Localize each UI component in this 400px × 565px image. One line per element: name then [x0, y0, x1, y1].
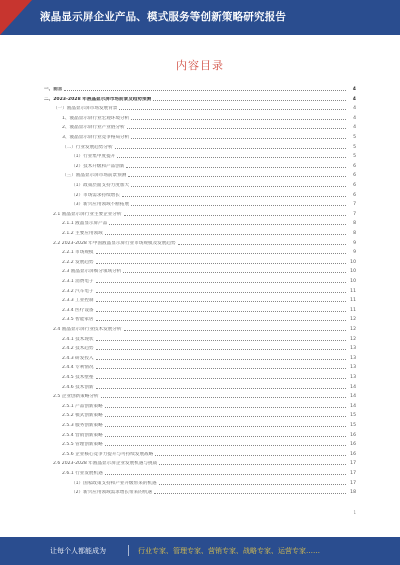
toc-entry[interactable] [44, 161, 356, 169]
toc-leader-dots [96, 282, 346, 283]
toc-leader-dots [155, 455, 346, 456]
toc-entry[interactable] [44, 391, 356, 399]
toc-entry-title: 2.4 液晶显示屏行业技术发展分析 [53, 327, 122, 332]
toc-entry[interactable] [44, 372, 356, 380]
toc-entry-page: 9 [353, 240, 356, 246]
toc-entry[interactable] [44, 218, 356, 226]
toc-leader-dots [96, 311, 346, 312]
toc-entry[interactable] [44, 103, 356, 111]
toc-entry-page: 7 [353, 211, 356, 217]
toc-entry[interactable] [44, 382, 356, 390]
toc-entry[interactable] [44, 228, 356, 236]
toc-entry[interactable] [44, 343, 356, 351]
toc-entry-page: 14 [350, 384, 356, 390]
toc-entry-title: 2.1.2 主要应用领域 [62, 231, 103, 236]
toc-entry-page: 7 [353, 202, 356, 208]
toc-leader-dots [124, 330, 347, 331]
toc-leader-dots [101, 397, 346, 398]
toc-leader-dots [96, 292, 346, 293]
toc-leader-dots [96, 320, 346, 321]
toc-entry-title: 2.3.5 智能家居 [62, 317, 94, 323]
toc-entry[interactable] [44, 209, 356, 217]
toc-entry[interactable] [44, 468, 356, 476]
toc-entry-page: 11 [350, 298, 356, 304]
toc-leader-dots [115, 148, 346, 149]
toc-entry[interactable] [44, 180, 356, 188]
toc-leader-dots [124, 215, 347, 216]
toc-entry-title: 2.5 企业创新策略分析 [53, 394, 99, 400]
toc-entry-page: 10 [350, 269, 356, 275]
toc-entry[interactable] [44, 247, 356, 255]
toc-entry[interactable] [44, 84, 356, 92]
toc-entry-page: 6 [353, 173, 356, 179]
toc-entry-title: （1）行业集中度提升 [71, 154, 116, 160]
toc-entry[interactable] [44, 401, 356, 409]
toc-entry-title: 2.5.5 管理创新策略 [62, 442, 103, 448]
toc-entry-title: 2.5.2 模式创新策略 [62, 413, 103, 419]
toc-leader-dots [123, 272, 346, 273]
toc-entry-title: 2.5.1 产品创新策略 [62, 403, 103, 409]
toc-entry-title: （1）政策层面支持力度加大 [71, 183, 130, 188]
toc-entry[interactable] [44, 362, 356, 370]
page-number: 1 [353, 510, 356, 515]
toc-entry-title: 2.1 液晶显示屏行业主要企业分析 [53, 211, 122, 217]
toc-entry[interactable] [44, 142, 356, 150]
toc-entry-page: 16 [350, 451, 356, 457]
toc-entry-title: （2）市场需求持续增长 [71, 192, 120, 198]
toc-entry[interactable] [44, 478, 356, 486]
toc-entry-page: 16 [350, 432, 356, 438]
toc-entry-title: 2.5.4 营销创新策略 [62, 432, 103, 438]
toc-entry-page: 16 [350, 442, 356, 448]
toc-entry-page: 12 [350, 317, 356, 323]
toc-entry-page: 6 [353, 192, 356, 198]
toc-leader-dots [131, 119, 346, 120]
toc-leader-dots [153, 100, 346, 101]
toc-entry-page: 11 [350, 307, 356, 313]
toc-entry-title: 2.3.1 消费电子 [62, 279, 94, 284]
toc-entry-page: 4 [353, 115, 356, 121]
toc-entry[interactable] [44, 266, 356, 274]
toc-entry-page: 4 [353, 125, 356, 131]
toc-entry-page: 8 [353, 231, 356, 236]
footer-divider [128, 545, 129, 556]
toc-leader-dots [105, 436, 346, 437]
footer-slogan: 让每个人都能成为 [50, 547, 106, 555]
toc-entry[interactable] [44, 170, 356, 178]
toc-entry-page: 15 [350, 413, 356, 419]
toc-entry-page: 5 [353, 154, 356, 160]
toc-entry-page: 4 [352, 96, 356, 102]
toc-entry[interactable] [44, 449, 356, 457]
report-header-bar [0, 0, 400, 35]
toc-leader-dots [131, 186, 346, 187]
toc-leader-dots [105, 416, 346, 417]
toc-entry-page: 10 [350, 279, 356, 284]
toc-entry-title: 2.4.1 技术现状 [62, 336, 94, 342]
toc-entry-page: 15 [350, 423, 356, 428]
toc-leader-dots [96, 253, 346, 254]
toc-entry[interactable] [44, 353, 356, 361]
toc-entry[interactable] [44, 324, 356, 332]
toc-leader-dots [96, 349, 346, 350]
toc-entry[interactable] [44, 190, 356, 198]
toc-entry-title: （2）新兴应用领域需求增长带来的机遇 [71, 490, 153, 496]
toc-entry-title: 二、2023-2028 年液晶显示屏市场前景及趋势预测 [44, 96, 152, 102]
toc-entry[interactable] [44, 314, 356, 322]
toc-leader-dots [96, 359, 346, 360]
toc-entry-page: 17 [350, 471, 356, 476]
toc-leader-dots [105, 407, 346, 408]
toc-entry[interactable] [44, 305, 356, 313]
toc-leader-dots [96, 378, 346, 379]
toc-leader-dots [178, 244, 346, 245]
toc-leader-dots [96, 301, 346, 302]
toc-entry[interactable] [44, 430, 356, 438]
toc-entry-title: 2.4.5 技术壁垒 [62, 375, 94, 380]
toc-entry-page: 11 [350, 288, 356, 294]
toc-entry[interactable] [44, 295, 356, 303]
toc-entry-page: 5 [353, 135, 356, 140]
toc-leader-dots [105, 445, 346, 446]
header-red-triangle [0, 0, 32, 35]
toc-entry-page: 12 [350, 327, 356, 332]
toc-entry-title: 2.6.1 行业发展机遇 [62, 471, 103, 476]
toc-entry-title: （2）技术升级和产品创新 [71, 163, 125, 169]
toc-entry-page: 12 [350, 336, 356, 342]
toc-leader-dots [64, 90, 346, 91]
toc-leader-dots [127, 128, 346, 129]
toc-entry[interactable] [44, 151, 356, 159]
toc-entry-page: 8 [353, 221, 356, 227]
toc-entry[interactable] [44, 410, 356, 418]
toc-leader-dots [131, 205, 346, 206]
toc-entry-title: 2.5.3 服务创新策略 [62, 423, 103, 428]
toc-entry-title: （1）国家政策支持和产业升级带来的机遇 [71, 480, 157, 486]
toc-entry-title: （3）新兴应用领域不断拓展 [71, 202, 130, 208]
toc-entry-title: 2.2.1 市场规模 [62, 250, 94, 256]
toc-entry[interactable] [44, 113, 356, 121]
toc-entry-page: 13 [350, 346, 356, 352]
toc-entry-page: 4 [352, 87, 356, 92]
toc-leader-dots [126, 167, 346, 168]
toc-entry-page: 17 [350, 461, 356, 467]
toc-entry-page: 14 [350, 394, 356, 400]
toc-entry-title: 2.4.4 专利情况 [62, 365, 94, 371]
toc-leader-dots [105, 474, 346, 475]
toc-entry-title: 2.4.6 技术创新 [62, 384, 94, 390]
toc-entry-title: 2.1.1 液晶显示屏产品 [62, 221, 108, 227]
toc-entry[interactable] [44, 94, 356, 102]
toc-entry-title: （三）液晶显示屏市场前景预测 [62, 173, 127, 179]
toc-entry[interactable] [44, 420, 356, 428]
toc-entry[interactable] [44, 257, 356, 265]
toc-entry-title: 2.6 2023-2028 年液晶显示屏企业发展机遇与挑战 [53, 461, 158, 467]
toc-entry-title: 2、液晶显示屏行业产业链分析 [62, 125, 125, 131]
toc-entry-title: （二）行业发展趋势分析 [62, 144, 113, 150]
toc-entry[interactable] [44, 132, 356, 140]
toc-entry-page: 6 [353, 183, 356, 188]
toc-entry-page: 9 [353, 250, 356, 256]
toc-entry-title: 2.3.3 工业控制 [62, 298, 94, 304]
toc-leader-dots [105, 426, 346, 427]
toc-entry-title: 2.2 2023-2028 年中国液晶显示屏行业市场规模及发展趋势 [53, 240, 176, 246]
toc-entry-page: 17 [350, 480, 356, 486]
toc-entry-title: 2.3 液晶显示屏细分领域分析 [62, 269, 122, 275]
toc-entry[interactable] [44, 334, 356, 342]
toc-leader-dots [96, 388, 346, 389]
report-title: 液晶显示屏企业产品、模式服务等创新策略研究报告 [40, 11, 287, 23]
footer-bar [0, 537, 400, 565]
footer-tags: 行业专家、管理专家、营销专家、战略专家、运营专家…… [138, 547, 320, 555]
toc-entry[interactable] [44, 458, 356, 466]
toc-entry-title: 2.2.2 发展趋势 [62, 259, 94, 265]
toc-entry-title: （一）液晶显示屏市场发展背景 [53, 106, 118, 112]
toc-entry-page: 13 [350, 355, 356, 361]
toc-entry-page: 5 [353, 144, 356, 150]
toc-entry[interactable] [44, 487, 356, 495]
toc-leader-dots [131, 138, 346, 139]
toc-entry-title: 2.3.2 汽车电子 [62, 288, 94, 294]
toc-entry-title: 2.3.4 医疗设备 [62, 307, 94, 313]
toc-leader-dots [159, 484, 346, 485]
toc-entry-page: 4 [353, 106, 356, 112]
toc-entry-page: 18 [350, 490, 356, 496]
toc-entry[interactable] [44, 122, 356, 130]
toc-entry[interactable] [44, 276, 356, 284]
toc-entry-page: 13 [350, 365, 356, 371]
toc-entry-title: 3、液晶显示屏行业竞争格局分析 [62, 135, 130, 140]
toc-entry[interactable] [44, 439, 356, 447]
toc-leader-dots [119, 109, 346, 110]
toc-heading: 内容目录 [176, 59, 224, 72]
toc-leader-dots [96, 368, 346, 369]
toc-entry-title: 2.4.2 技术趋势 [62, 346, 94, 352]
toc-entry-title: 一、前言 [44, 87, 63, 92]
toc-leader-dots [109, 224, 346, 225]
toc-entry-page: 10 [350, 259, 356, 265]
toc-leader-dots [96, 340, 346, 341]
toc-entry-title: 1、液晶显示屏行业宏观环境分析 [62, 115, 130, 121]
toc-entry[interactable] [44, 286, 356, 294]
toc-entry[interactable] [44, 238, 356, 246]
toc-leader-dots [122, 196, 346, 197]
toc-leader-dots [105, 234, 346, 235]
toc-entry-page: 6 [353, 163, 356, 169]
toc-leader-dots [96, 263, 346, 264]
toc-leader-dots [159, 464, 346, 465]
toc-leader-dots [128, 176, 346, 177]
toc-entry-page: 14 [350, 403, 356, 409]
toc-entry[interactable] [44, 199, 356, 207]
toc-entry-title: 2.5.6 企业核心竞争力提升与可持续发展战略 [62, 451, 154, 457]
toc-entry-title: 2.4.3 研发投入 [62, 355, 94, 361]
toc-leader-dots [154, 493, 346, 494]
toc-leader-dots [117, 157, 346, 158]
toc-entry-page: 13 [350, 375, 356, 380]
